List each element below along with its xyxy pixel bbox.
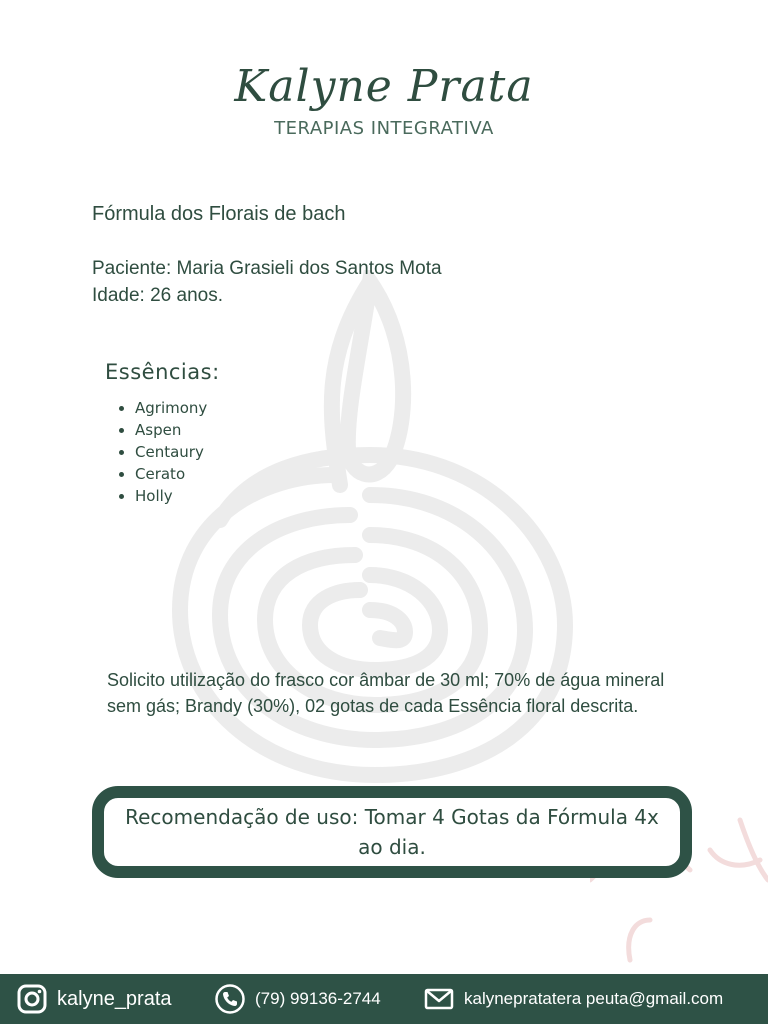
- contact-footer: [0, 974, 768, 1024]
- phone-number: (79) 99136-2744: [255, 989, 381, 1008]
- instagram-icon: [16, 983, 48, 1015]
- brand-logo: [0, 58, 768, 139]
- essences-list: [135, 397, 207, 507]
- recommendation-box: [92, 786, 692, 878]
- patient-name: Paciente: Maria Grasieli dos Santos Mota: [92, 258, 442, 279]
- instructions-text: Solicito utilização do frasco cor âmbar de 30 ml; 70% de água mineral sem gás; Brandy (30%), 02 gotas de cada Essência floral descrita.: [107, 670, 665, 716]
- recommendation-text: Recomendação de uso: Tomar 4 Gotas da Fórmula 4x ao dia.: [125, 805, 659, 859]
- brand-subtitle: TERAPIAS INTEGRATIVA: [274, 118, 494, 139]
- essences-heading: Essências:: [105, 360, 220, 384]
- document-title: Fórmula dos Florais de bach: [92, 203, 346, 225]
- phone-link[interactable]: [214, 974, 381, 1024]
- essence-item: • Agrimony: [135, 397, 207, 419]
- essence-item: • Cerato: [135, 463, 207, 485]
- phone-icon: [214, 983, 246, 1015]
- essence-item: • Centaury: [135, 441, 207, 463]
- patient-age: Idade: 26 anos.: [92, 285, 223, 306]
- email-link[interactable]: [424, 974, 723, 1024]
- essence-item: • Aspen: [135, 419, 207, 441]
- mail-icon: [424, 987, 454, 1011]
- instagram-handle: kalyne_prata: [57, 987, 172, 1010]
- instagram-link[interactable]: [16, 974, 172, 1024]
- email-address: kalynepratatera peuta@gmail.com: [464, 989, 724, 1008]
- brand-name: Kalyne Prata: [234, 61, 534, 112]
- essence-item: • Holly: [135, 485, 207, 507]
